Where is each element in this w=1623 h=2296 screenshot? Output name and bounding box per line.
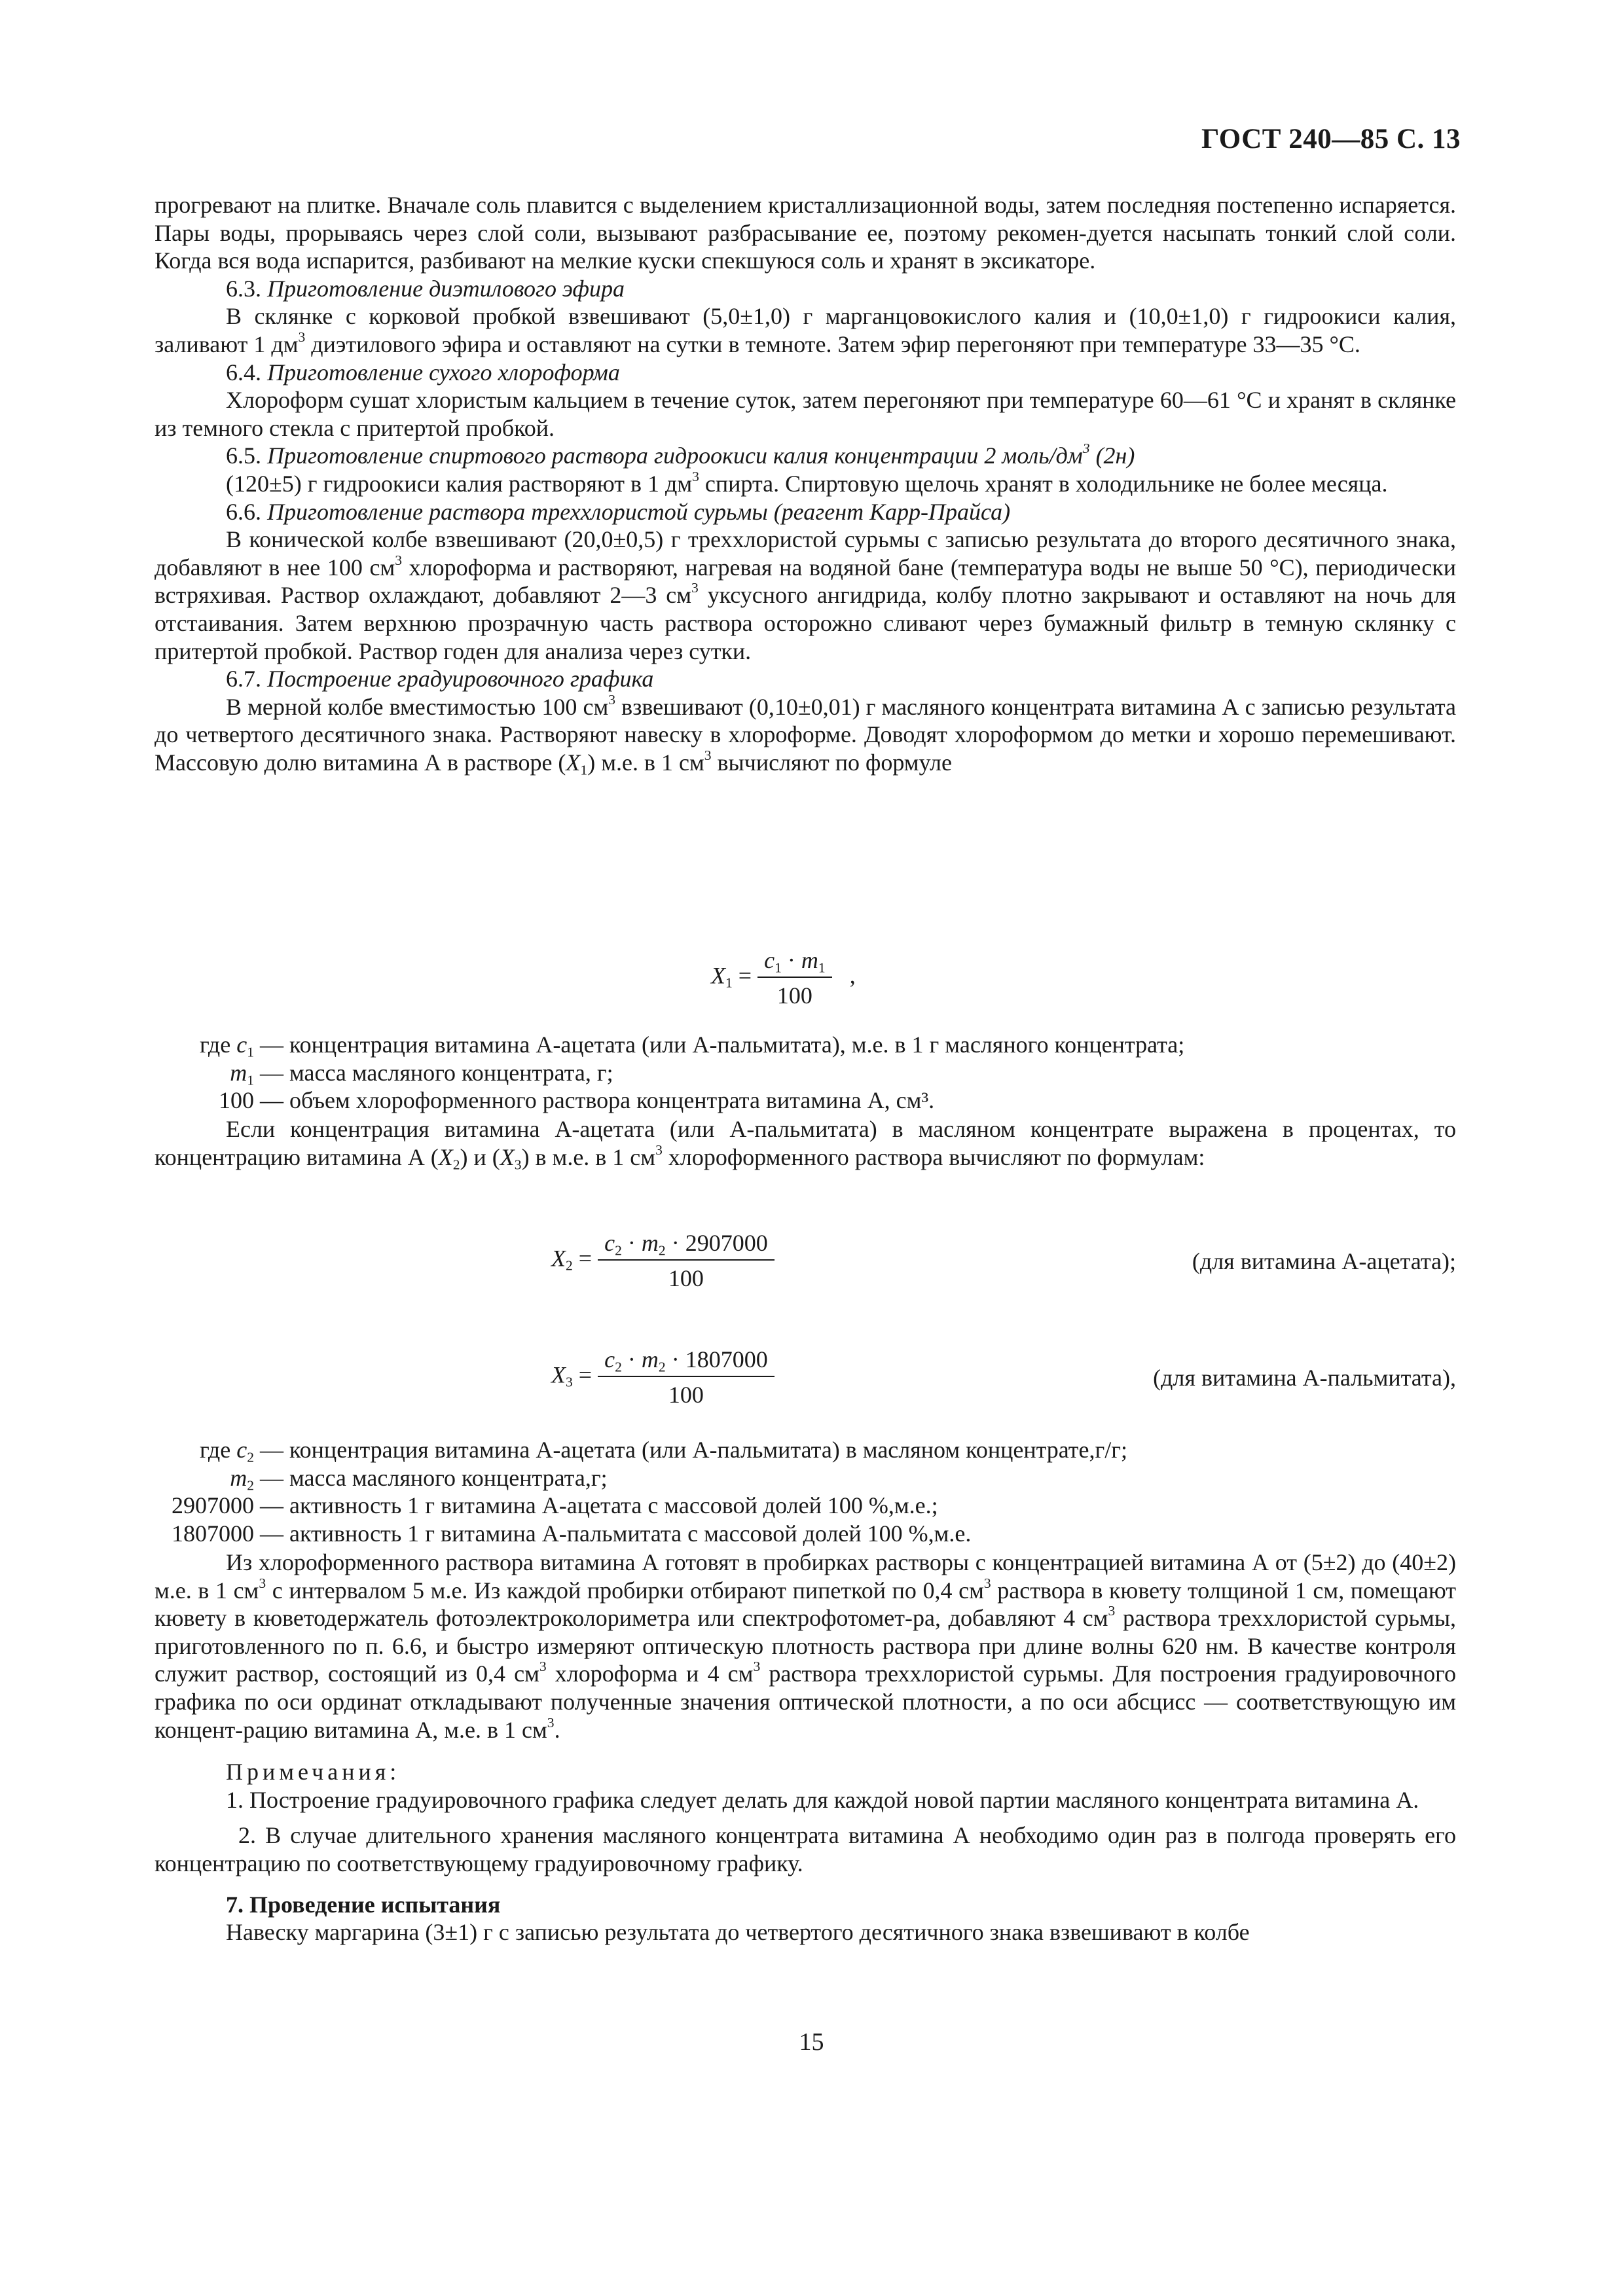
- formula-lhs: X: [711, 962, 725, 989]
- text-run: Приготовление спиртового раствора гидроокиси калия концентрации 2 моль/дм: [267, 442, 1083, 469]
- definition-row: [155, 1031, 1184, 1059]
- paragraph-continuation: прогревают на плитке. Вначале соль плавится с выделением кристаллизационной воды, затем последняя постепенно испаряется. Пары воды, прорываясь через слой соли, вызывают разбрасывание ее, поэтому рекомен-дуется насыпать тонкий слой соли. Когда вся вода испарится, разбивают на мелкие куски спекшуюся соль и хранят в эксикаторе.: [155, 192, 1456, 274]
- subscript: 2: [452, 1157, 460, 1173]
- definition-key: [155, 1492, 254, 1520]
- number-key: 100: [219, 1087, 254, 1114]
- formula-x3: [551, 1346, 775, 1408]
- definition-key: [155, 1464, 254, 1492]
- subscript: 2: [247, 1449, 254, 1465]
- dash: —: [254, 1087, 289, 1114]
- multiply-dot: ·: [627, 1346, 636, 1372]
- equals-sign: =: [578, 1245, 598, 1272]
- variable: c: [236, 1031, 247, 1058]
- definition-row: [155, 1086, 1184, 1115]
- formula-x1: [711, 946, 856, 1009]
- section-number: 6.5.: [226, 442, 261, 469]
- text-run: хлороформа и растворяют, нагревая на водяной бане (температура воды не выше 50 °С), периодически встряхивая. Раствор охлаждают, добавляют 2—3 см: [155, 554, 1456, 609]
- definition-row: [155, 1492, 1127, 1520]
- body-text-top: [155, 191, 1456, 776]
- text-run: раствора треххлористой сурьмы. Для построения градуировочного графика по оси ординат откладывают полученные значения оптической плотности, а по оси абсцисс — соответствующую им концент-рацию витамина А, м.е. в 1 см: [155, 1660, 1456, 1743]
- text-run: спирта. Спиртовую щелочь хранят в холодильнике не более месяца.: [699, 470, 1388, 497]
- subscript: 1: [247, 1044, 254, 1060]
- subscript: 1: [725, 975, 733, 991]
- definitions-list-2: [155, 1436, 1127, 1547]
- number-key: 2907000: [172, 1492, 254, 1519]
- text-run: взвешивают (0,10±0,01) г масляного концентрата витамина А с записью результата до четвертого десятичного знака. Растворяют навеску в хлороформе. Доводят хлороформом до метки и хорошо перемешивают. Массовую долю витамина А в растворе (: [155, 693, 1456, 776]
- superscript: 3: [547, 1714, 555, 1731]
- section-6-7-text: [155, 693, 1456, 777]
- superscript: 3: [608, 691, 616, 708]
- definition-text: активность 1 г витамина А-ацетата с массовой долей 100 %,м.е.;: [289, 1492, 938, 1519]
- subscript: 2: [247, 1477, 254, 1494]
- definition-row: [155, 1464, 1127, 1492]
- section-number: 6.6.: [226, 498, 261, 525]
- equals-sign: =: [578, 1361, 598, 1388]
- fraction: [598, 1346, 775, 1408]
- dash: —: [254, 1492, 289, 1519]
- variable: c: [764, 947, 775, 973]
- constant: 1807000: [685, 1346, 768, 1372]
- definition-text: активность 1 г витамина А-пальмитата с массовой долей 100 %,м.е.: [289, 1520, 972, 1547]
- definition-text: объем хлороформенного раствора концентрата витамина А, см³.: [289, 1087, 935, 1114]
- denominator: 100: [668, 1265, 704, 1291]
- section-6-6-heading: [155, 498, 1456, 526]
- denominator: 100: [668, 1382, 704, 1408]
- page-header: ГОСТ 240—85 С. 13: [1201, 124, 1461, 154]
- subscript: 1: [818, 960, 826, 976]
- section-title: Приготовление раствора треххлористой сурьмы (реагент Карр-Прайса): [267, 498, 1011, 525]
- dash: —: [254, 1031, 289, 1058]
- definition-text: масса масляного концентрата, г;: [289, 1059, 613, 1086]
- text-run: В конической колбе взвешивают (20,0±0,5) г треххлористой сурьмы с записью результата до второго десятичного знака, добавляют в нее 100 см: [155, 526, 1456, 581]
- superscript: 3: [395, 552, 403, 568]
- note-1: 1. Построение градуировочного графика следует делать для каждой новой партии масляного концентрата витамина А.: [226, 1786, 1419, 1813]
- definitions-list-1: [155, 1031, 1184, 1115]
- superscript: 3: [691, 580, 699, 596]
- variable: m: [641, 1346, 659, 1372]
- text-run: где: [199, 1437, 237, 1463]
- number-key: 1807000: [172, 1520, 254, 1547]
- section-6-3-heading: [155, 275, 1456, 303]
- superscript: 3: [1108, 1603, 1116, 1619]
- dash: —: [254, 1520, 289, 1547]
- variable: X: [438, 1143, 453, 1170]
- definition-key: [155, 1031, 254, 1059]
- definition-key: [155, 1059, 254, 1087]
- variable: c: [236, 1437, 247, 1463]
- superscript: 3: [298, 329, 306, 345]
- numerator: [757, 946, 832, 978]
- section-6-4-heading: [155, 359, 1456, 387]
- multiply-dot: ·: [787, 947, 795, 973]
- definition-row: [155, 1436, 1127, 1464]
- text-run: раствора треххлористой сурьмы, приготовленного по п. 6.6, и быстро измеряют оптическую плотность раствора при длине волны 620 нм. В качестве контроля служит раствор, состоящий из 0,4 см: [155, 1605, 1456, 1687]
- definition-text: масса масляного концентрата,г;: [289, 1464, 608, 1491]
- definition-key: [155, 1436, 254, 1464]
- definition-key: [155, 1086, 254, 1115]
- text-run: (120±5) г гидроокиси калия растворяют в 1 дм: [226, 470, 693, 497]
- variable: X: [566, 749, 581, 776]
- dash: —: [254, 1464, 289, 1491]
- text-run: Из хлороформенного раствора витамина А готовят в пробирках растворы с концентрацией витамина А от (5±2) до (40±2) м.е. в 1 см: [155, 1549, 1456, 1604]
- text-run: ) в м.е. в 1 см: [521, 1143, 656, 1170]
- variable: c: [604, 1346, 615, 1372]
- section-6-6-text: [155, 526, 1456, 665]
- text-run: .: [554, 1716, 560, 1743]
- dash: —: [254, 1059, 289, 1086]
- text-run: (2н): [1089, 442, 1135, 469]
- text-run: В мерной колбе вместимостью 100 см: [226, 693, 609, 720]
- page-number: 15: [799, 2028, 824, 2056]
- definition-text: концентрация витамина А-ацетата (или А-пальмитата), м.е. в 1 г масляного концентрата;: [289, 1031, 1185, 1058]
- subscript: 1: [580, 762, 588, 778]
- section-6-5-text: [155, 470, 1456, 498]
- paragraph-formulas-intro: [155, 1115, 1456, 1171]
- text-run: хлороформа и 4 см: [546, 1660, 754, 1687]
- section-6-5-heading: [155, 442, 1456, 470]
- section-number: 6.3.: [226, 275, 261, 302]
- text-run: диэтилового эфира и оставляют на сутки в темноте. Затем эфир перегоняют при температуре 33—35 °С.: [305, 331, 1360, 357]
- text-run: раствора в кювету толщиной 1 см, помещают кювету в кюветодержатель фотоэлектроколориметра или спектрофотомет-ра, добавляют 4 см: [155, 1577, 1456, 1632]
- section-number: 6.7.: [226, 666, 261, 692]
- formula-tail: ,: [849, 962, 856, 989]
- section-title: Построение градуировочного графика: [267, 666, 654, 692]
- text-run: где: [199, 1031, 237, 1058]
- section-7-text: Навеску маргарина (3±1) г с записью результата до четвертого десятичного знака взвешивают в колбе: [226, 1919, 1250, 1946]
- variable: m: [230, 1059, 247, 1086]
- subscript: 3: [566, 1374, 573, 1390]
- text-run: В склянке с корковой пробкой взвешивают (5,0±1,0) г марганцовокислого калия и (10,0±1,0) г гидроокиси калия, заливают 1 дм: [155, 303, 1456, 357]
- superscript: 3: [655, 1141, 663, 1158]
- numerator: [598, 1229, 775, 1261]
- notes-title: Примечания:: [226, 1759, 401, 1785]
- section-6-4-text: Хлороформ сушат хлористым кальцием в течение суток, затем перегоняют при температуре 60—61 °С и хранят в склянке из темного стекла с притертой пробкой.: [155, 387, 1456, 441]
- formula-lhs: X: [551, 1361, 566, 1388]
- subscript: 2: [658, 1359, 666, 1375]
- section-6-3-text: [155, 302, 1456, 358]
- formula-lhs: X: [551, 1245, 566, 1272]
- variable: c: [604, 1230, 615, 1256]
- superscript: 3: [692, 468, 699, 484]
- formula-x3-note: (для витамина А-пальмитата),: [1153, 1365, 1456, 1391]
- variable: m: [801, 947, 818, 973]
- note-2: 2. В случае длительного хранения масляного концентрата витамина А необходимо один раз в полгода проверять его концентрацию по соответствующему градуировочному графику.: [155, 1822, 1456, 1876]
- section-number: 6.4.: [226, 359, 261, 386]
- text-run: Если концентрация витамина А-ацетата (или А-пальмитата) в масляном концентрате выражена в процентах, то концентрацию витамина А (: [155, 1116, 1456, 1170]
- text-run: хлороформенного раствора вычисляют по формулам:: [662, 1143, 1205, 1170]
- subscript: 1: [775, 960, 782, 976]
- multiply-dot: ·: [627, 1230, 636, 1256]
- subscript: 2: [658, 1242, 666, 1259]
- section-6-7-heading: [155, 665, 1456, 693]
- section-7-heading: 7. Проведение испытания: [226, 1891, 501, 1918]
- text-run: ) м.е. в 1 см: [587, 749, 704, 776]
- subscript: 1: [247, 1072, 254, 1088]
- denominator: 100: [776, 982, 812, 1009]
- body-text-bottom: [155, 1549, 1456, 1946]
- superscript: 3: [539, 1659, 547, 1675]
- subscript: 2: [566, 1257, 573, 1274]
- formula-x2: [551, 1229, 775, 1292]
- superscript: 3: [1082, 440, 1090, 457]
- definition-row: [155, 1059, 1184, 1087]
- multiply-dot: ·: [671, 1346, 680, 1372]
- body-text-middle: [155, 1115, 1456, 1171]
- definition-key: [155, 1520, 254, 1548]
- paragraph-calibration: [155, 1549, 1456, 1744]
- section-title: [267, 442, 1135, 469]
- text-run: уксусного ангидрида, колбу плотно закрывают и оставляют на ночь для отстаивания. Затем верхнюю прозрачную часть раствора осторожно сливают через бумажный фильтр в темную склянку с притертой пробкой. Раствор годен для анализа через сутки.: [155, 582, 1456, 664]
- text-run: вычисляют по формуле: [711, 749, 952, 776]
- subscript: 3: [514, 1157, 522, 1173]
- fraction: [757, 946, 832, 1009]
- superscript: 3: [704, 747, 712, 763]
- variable: X: [500, 1143, 515, 1170]
- fraction: [598, 1229, 775, 1292]
- text-run: с интервалом 5 м.е. Из каждой пробирки отбирают пипеткой по 0,4 см: [266, 1577, 984, 1604]
- superscript: 3: [983, 1575, 991, 1591]
- section-title: Приготовление сухого хлороформа: [267, 359, 620, 386]
- multiply-dot: ·: [671, 1230, 680, 1256]
- formula-x2-note: (для витамина А-ацетата);: [1192, 1248, 1456, 1274]
- variable: m: [230, 1464, 247, 1491]
- constant: 2907000: [685, 1230, 768, 1256]
- section-title: Приготовление диэтилового эфира: [267, 275, 625, 302]
- variable: m: [641, 1230, 659, 1256]
- subscript: 2: [615, 1242, 622, 1259]
- text-run: ) и (: [460, 1143, 500, 1170]
- superscript: 3: [753, 1659, 761, 1675]
- equals-sign: =: [738, 962, 758, 989]
- dash: —: [254, 1437, 289, 1463]
- definition-row: [155, 1520, 1127, 1548]
- superscript: 3: [259, 1575, 266, 1591]
- definition-text: концентрация витамина А-ацетата (или А-пальмитата) в масляном концентрате,г/г;: [289, 1437, 1128, 1463]
- numerator: [598, 1346, 775, 1377]
- subscript: 2: [615, 1359, 622, 1375]
